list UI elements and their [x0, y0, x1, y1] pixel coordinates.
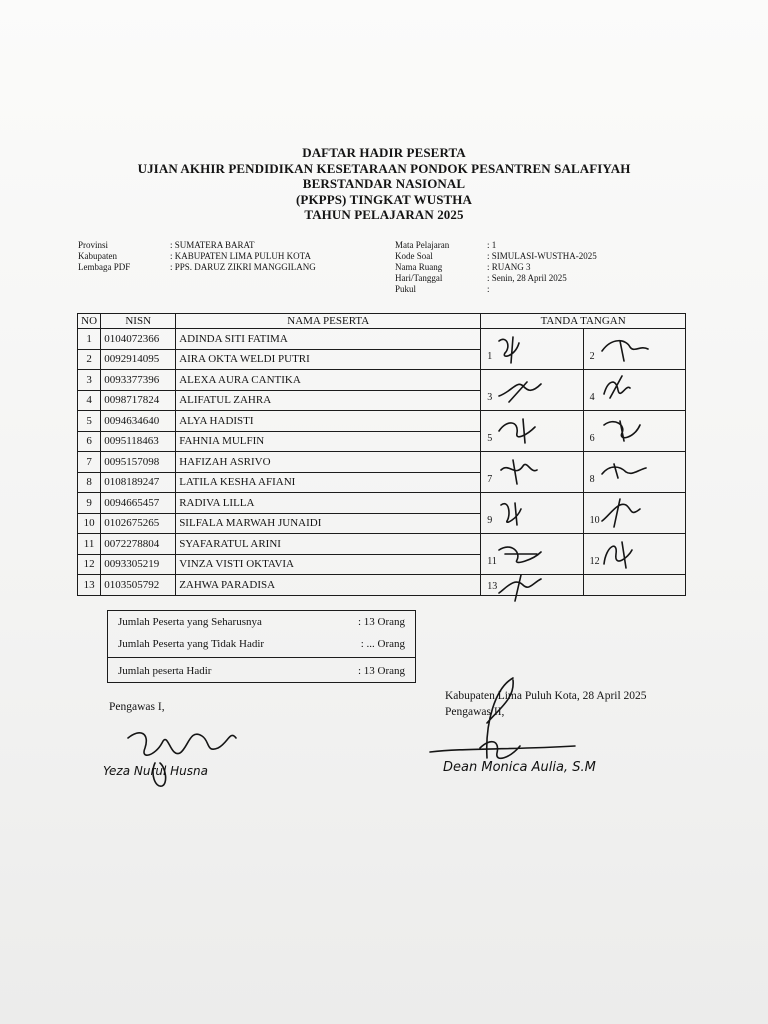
signature-cell [583, 575, 685, 596]
cell-nisn: 0094665457 [101, 493, 176, 514]
meta-value: : 1 [487, 240, 497, 250]
participant-signature [600, 333, 656, 369]
meta-row [78, 240, 316, 251]
table-row [78, 452, 686, 473]
meta-label: Provinsi [78, 240, 109, 250]
supervisor-1-name: Yeza Nurul Husna [103, 764, 208, 778]
supervisor-1-title: Pengawas I, [109, 701, 165, 713]
cell-no: 13 [78, 575, 101, 596]
summary-absent [108, 633, 415, 655]
cell-nisn: 0094634640 [101, 411, 176, 432]
signature-cell [481, 329, 583, 370]
cell-no: 12 [78, 554, 101, 575]
cell-name: ALIFATUL ZAHRA [176, 390, 481, 411]
cell-nisn: 0108189247 [101, 472, 176, 493]
meta-value: : [487, 284, 490, 294]
participant-signature [600, 374, 656, 410]
signature-number: 7 [487, 474, 493, 485]
cell-no: 5 [78, 411, 101, 432]
meta-value: : RUANG 3 [487, 262, 531, 272]
summary-label: Jumlah Peserta yang Seharusnya [118, 616, 262, 628]
cell-name: RADIVA LILLA [176, 493, 481, 514]
cell-nisn: 0098717824 [101, 390, 176, 411]
cell-no: 3 [78, 370, 101, 391]
supervisor-2-signature [425, 668, 605, 773]
cell-nisn: 0102675265 [101, 513, 176, 534]
meta-value: : SIMULASI-WUSTHA-2025 [487, 251, 597, 261]
cell-name: SILFALA MARWAH JUNAIDI [176, 513, 481, 534]
cell-no: 7 [78, 452, 101, 473]
meta-row [78, 251, 316, 262]
supervisor-1-signature [110, 708, 260, 793]
cell-name: AIRA OKTA WELDI PUTRI [176, 349, 481, 370]
cell-name: SYAFARATUL ARINI [176, 534, 481, 555]
cell-nisn: 0092914095 [101, 349, 176, 370]
attendance-table [77, 313, 686, 596]
signature-cell [481, 411, 583, 452]
signature-number: 2 [589, 351, 595, 362]
cell-nisn: 0093305219 [101, 554, 176, 575]
title-line-3: BERSTANDAR NASIONAL [302, 176, 466, 191]
participant-signature [497, 538, 553, 574]
cell-name: VINZA VISTI OKTAVIA [176, 554, 481, 575]
signature-number: 1 [487, 351, 493, 362]
title-line-4: (PKPPS) TINGKAT WUSTHA [295, 191, 473, 207]
meta-value: : PPS. DARUZ ZIKRI MANGGILANG [170, 262, 316, 272]
meta-row [78, 262, 316, 273]
participant-signature [497, 456, 553, 492]
meta-row [395, 240, 597, 251]
participant-signature [497, 571, 553, 607]
signature-cell [583, 493, 685, 534]
meta-right [395, 240, 597, 295]
table-row [78, 370, 686, 391]
meta-label: Pukul [395, 284, 417, 294]
cell-name: ALYA HADISTI [176, 411, 481, 432]
signature-number: 13 [487, 581, 498, 592]
supervisor-2-name: Dean Monica Aulia, S.M [443, 760, 596, 775]
participant-signature [600, 497, 656, 533]
signature-cell [481, 575, 583, 596]
document-title [0, 145, 768, 223]
table-row [78, 329, 686, 350]
meta-row [395, 251, 597, 262]
participant-signature [600, 538, 656, 574]
cell-nisn: 0104072366 [101, 329, 176, 350]
cell-no: 4 [78, 390, 101, 411]
summary-label: Jumlah peserta Hadir [118, 665, 212, 677]
signature-number: 9 [487, 515, 493, 526]
meta-label: Lembaga PDF [78, 262, 131, 272]
cell-name: LATILA KESHA AFIANI [176, 472, 481, 493]
supervisor-2-title: Pengawas II, [445, 706, 505, 718]
meta-label: Kabupaten [78, 251, 117, 261]
cell-nisn: 0095157098 [101, 452, 176, 473]
meta-value: : Senin, 28 April 2025 [487, 273, 567, 283]
cell-no: 1 [78, 329, 101, 350]
meta-row [395, 284, 597, 295]
title-line-2: UJIAN AKHIR PENDIDIKAN KESETARAAN PONDOK PESANTREN SALAFIYAH [137, 160, 631, 176]
signature-number: 11 [487, 556, 497, 567]
cell-nisn: 0103505792 [101, 575, 176, 596]
place-date: Kabupaten Lima Puluh Kota, 28 April 2025 [445, 690, 647, 702]
participant-signature [600, 456, 656, 492]
participant-signature [497, 497, 553, 533]
cell-nisn: 0093377396 [101, 370, 176, 391]
cell-name: HAFIZAH ASRIVO [176, 452, 481, 473]
cell-name: ALEXA AURA CANTIKA [176, 370, 481, 391]
signature-cell [583, 534, 685, 575]
signature-cell [481, 493, 583, 534]
cell-nisn: 0072278804 [101, 534, 176, 555]
signature-cell [583, 370, 685, 411]
cell-no: 2 [78, 349, 101, 370]
table-row [78, 411, 686, 432]
meta-row [395, 262, 597, 273]
signature-cell [583, 411, 685, 452]
meta-label: Mata Pelajaran [395, 240, 450, 250]
col-header-nisn: NISN [101, 314, 176, 329]
signature-number: 12 [589, 556, 600, 567]
participant-signature [497, 415, 553, 451]
signature-number: 3 [487, 392, 493, 403]
table-body [78, 329, 686, 596]
cell-no: 6 [78, 431, 101, 452]
table-row [78, 493, 686, 514]
signature-cell [583, 452, 685, 493]
meta-label: Nama Ruang [395, 262, 443, 272]
summary-expected [108, 611, 415, 633]
summary-value: : 13 Orang [357, 665, 405, 677]
cell-no: 8 [78, 472, 101, 493]
cell-name: FAHNIA MULFIN [176, 431, 481, 452]
table-row [78, 575, 686, 596]
participant-signature [497, 374, 553, 410]
table-row [78, 534, 686, 555]
col-header-sign: TANDA TANGAN [481, 314, 686, 329]
col-header-no: NO [78, 314, 101, 329]
title-line-1: DAFTAR HADIR PESERTA [302, 145, 466, 160]
cell-name: ZAHWA PARADISA [176, 575, 481, 596]
meta-label: Kode Soal [395, 251, 433, 261]
col-header-name: NAMA PESERTA [176, 314, 481, 329]
cell-no: 10 [78, 513, 101, 534]
cell-no: 9 [78, 493, 101, 514]
signature-number: 10 [589, 515, 600, 526]
summary-value: : 13 Orang [357, 616, 405, 628]
signature-cell [583, 329, 685, 370]
signature-number: 6 [589, 433, 595, 444]
signature-number: 4 [589, 392, 595, 403]
signature-cell [481, 534, 583, 575]
signature-cell [481, 452, 583, 493]
meta-label: Hari/Tanggal [395, 273, 443, 283]
signature-cell [481, 370, 583, 411]
attendance-summary [107, 610, 416, 683]
meta-row [395, 273, 597, 284]
meta-value: : KABUPATEN LIMA PULUH KOTA [170, 251, 311, 261]
cell-name: ADINDA SITI FATIMA [176, 329, 481, 350]
meta-value: : SUMATERA BARAT [170, 240, 255, 250]
participant-signature [497, 333, 553, 369]
summary-value: : ... Orang [360, 638, 405, 650]
meta-left [78, 240, 316, 273]
summary-label: Jumlah Peserta yang Tidak Hadir [118, 638, 265, 650]
cell-no: 11 [78, 534, 101, 555]
cell-nisn: 0095118463 [101, 431, 176, 452]
table-header-row [78, 314, 686, 329]
signature-number: 8 [589, 474, 595, 485]
signature-number: 5 [487, 433, 493, 444]
title-line-5: TAHUN PELAJARAN 2025 [304, 207, 464, 222]
participant-signature [600, 415, 656, 451]
summary-present [108, 657, 415, 682]
